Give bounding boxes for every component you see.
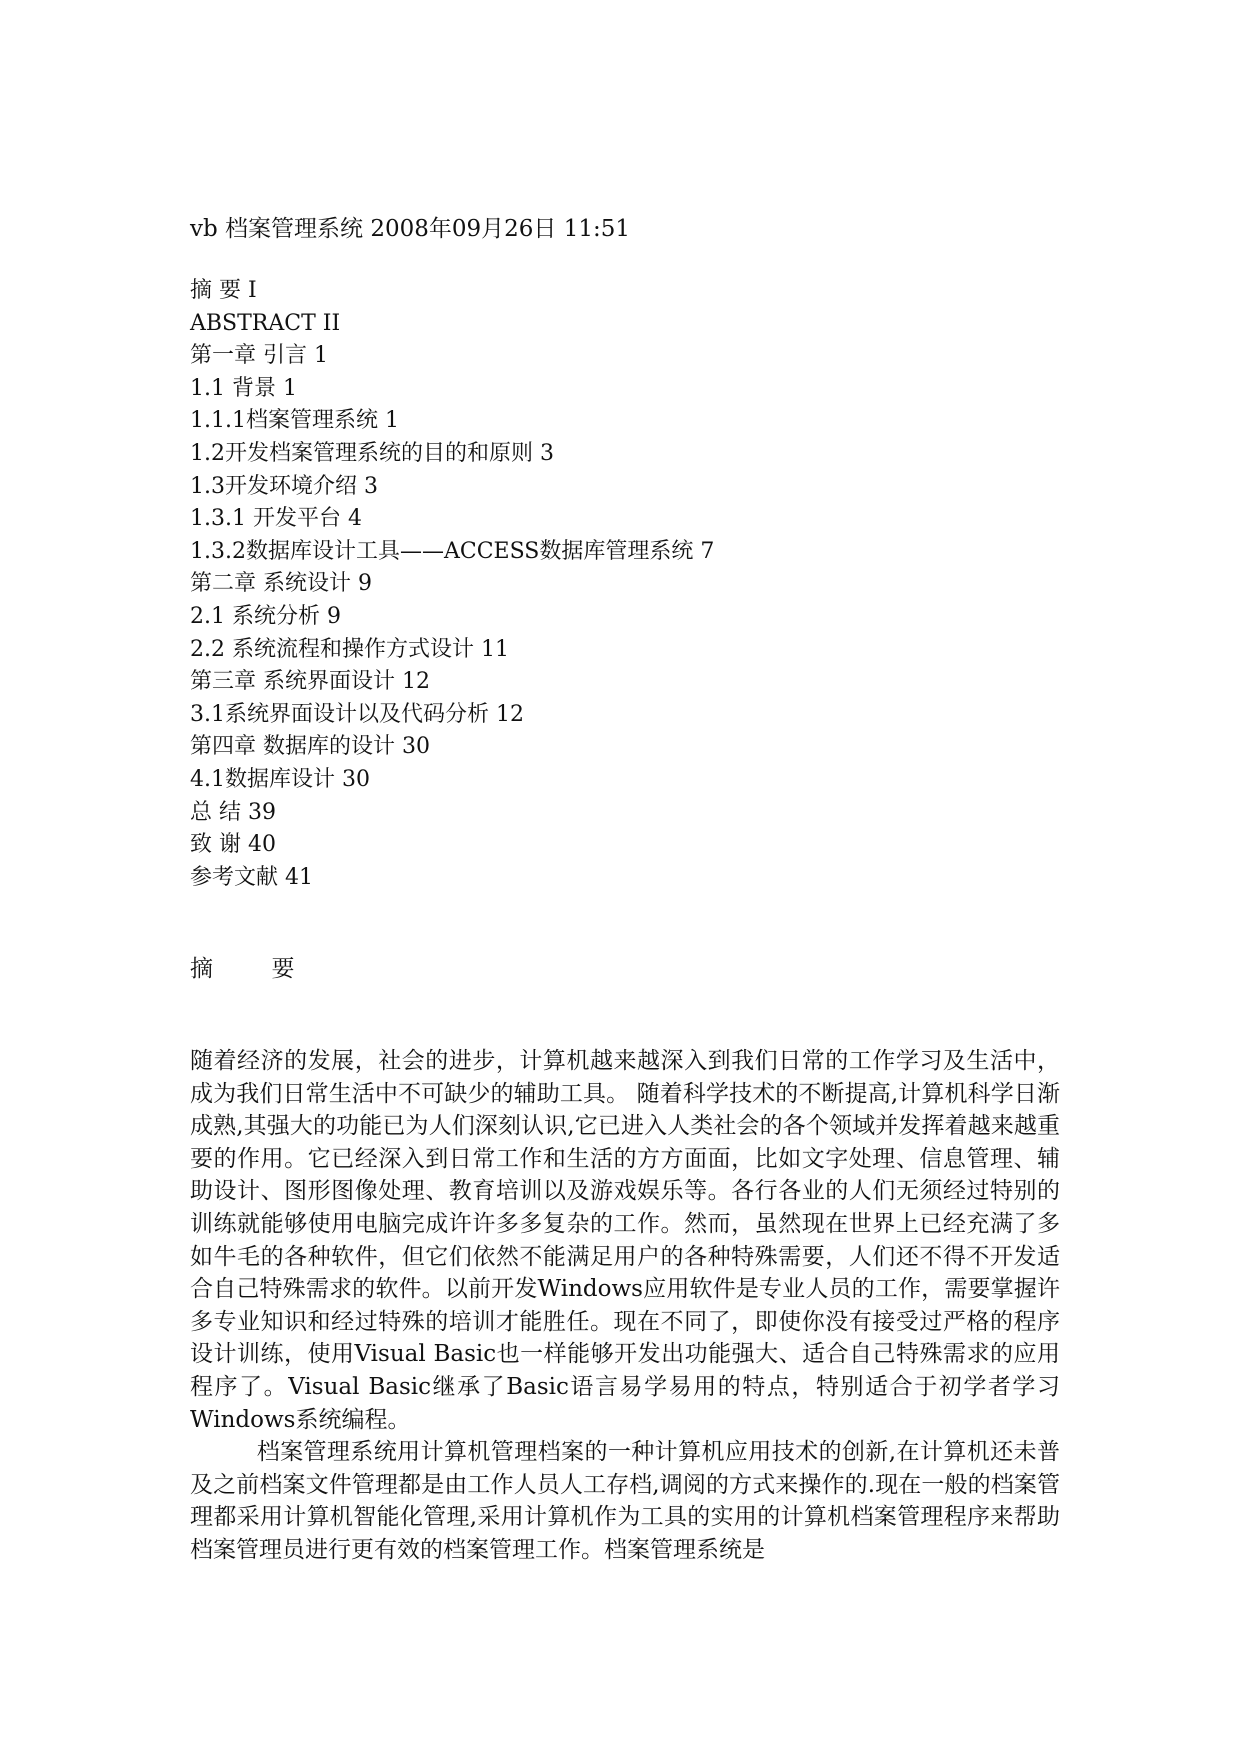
toc-entry: 第二章 系统设计 9 [190,571,372,597]
toc-entry: 1.1 背景 1 [190,375,297,401]
toc-entry: ABSTRACT II [190,310,341,336]
toc-entry: 第四章 数据库的设计 30 [190,734,430,760]
document-header: vb 档案管理系统 2008年09月26日 11:51 [190,216,630,242]
toc-entry: 1.1.1档案管理系统 1 [190,408,399,434]
abstract-body [190,1045,1060,1567]
toc-entry: 1.3.2数据库设计工具——ACCESS数据库管理系统 7 [190,538,715,564]
toc-entry: 1.3.1 开发平台 4 [190,506,362,532]
toc-entry: 1.2开发档案管理系统的目的和原则 3 [190,440,554,466]
toc-entry: 4.1数据库设计 30 [190,766,370,792]
toc-entry: 第一章 引言 1 [190,343,328,369]
toc-entry: 参考文献 41 [190,864,313,890]
toc-entry: 2.1 系统分析 9 [190,603,341,629]
toc-entry: 2.2 系统流程和操作方式设计 11 [190,636,509,662]
toc-entry: 第三章 系统界面设计 12 [190,669,430,695]
abstract-heading: 摘 要 [190,956,295,982]
abstract-paragraph: 随着经济的发展，社会的进步，计算机越来越深入到我们日常的工作学习及生活中，成为我们日常生活中不可缺少的辅助工具。 随着科学技术的不断提高,计算机科学日渐成熟,其强大的功能已为人们深刻认识,它已进入人类社会的各个领域并发挥着越来越重要的作用。它已经深入到日常工作和生活的方方面面，比如文字处理、信息管理、辅助设计、图形图像处理、教育培训以及游戏娱乐等。各行各业的人们无须经过特别的训练就能够使用电脑完成许许多多复杂的工作。然而，虽然现在世界上已经充满了多如牛毛的各种软件，但它们依然不能满足用户的各种特殊需要，人们还不得不开发适合自己特殊需求的软件。以前开发Windows应用软件是专业人员的工作，需要掌握许多专业知识和经过特殊的培训才能胜任。现在不同了，即使你没有接受过严格的程序设计训练，使用Visual Basic也一样能够开发出功能强大、适合自己特殊需求的应用程序了。Visual Basic继承了Basic语言易学易用的特点，特别适合于初学者学习Windows系统编程。 [190,1048,1060,1433]
toc-entry: 1.3开发环境介绍 3 [190,473,378,499]
toc-entry: 摘 要 I [190,278,257,303]
toc-entry: 总 结 39 [190,799,276,825]
toc-entry: 3.1系统界面设计以及代码分析 12 [190,701,524,727]
abstract-paragraph: 档案管理系统用计算机管理档案的一种计算机应用技术的创新,在计算机还未普及之前档案文件管理都是由工作人员人工存档,调阅的方式来操作的.现在一般的档案管理都采用计算机智能化管理,采用计算机作为工具的实用的计算机档案管理程序来帮助档案管理员进行更有效的档案管理工作。档案管理系统是 [190,1439,1060,1563]
toc-entry: 致 谢 40 [190,832,276,858]
table-of-contents [190,275,714,894]
